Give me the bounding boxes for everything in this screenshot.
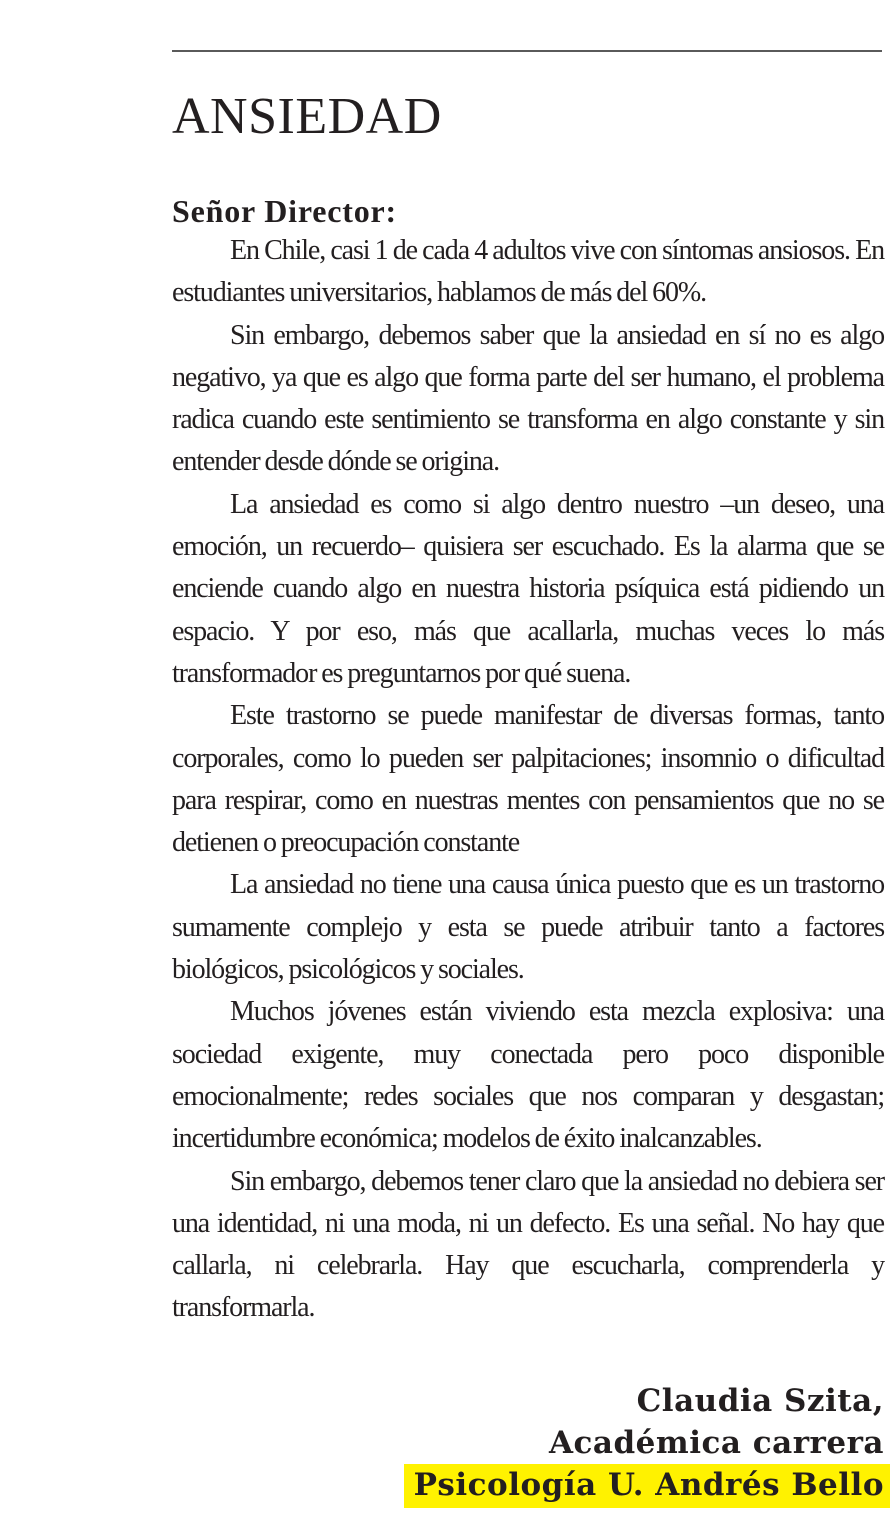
letter-paragraph: La ansiedad no tiene una causa única puesto que es un trastorno sumamente complejo y esta se puede atribuir tanto a factores biológicos, psicológicos y sociales. xyxy=(172,869,884,986)
signature-name: Claudia Szita, xyxy=(636,1383,884,1419)
letter-paragraph: En Chile, casi 1 de cada 4 adultos vive con síntomas ansiosos. En estudiantes universitarios, hablamos de más del 60%. xyxy=(172,235,884,309)
top-divider-rule xyxy=(172,50,882,52)
article-headline: ANSIEDAD xyxy=(172,88,442,145)
letter-paragraph: Sin embargo, debemos saber que la ansiedad en sí no es algo negativo, ya que es algo que forma parte del ser humano, el problema radica cuando este sentimiento se transforma en algo constante y sin entender desde dónde se origina. xyxy=(172,319,884,478)
letter-paragraph: Este trastorno se puede manifestar de diversas formas, tanto corporales, como lo pueden ser palpitaciones; insomnio o dificultad para respirar, como en nuestras mentes con pensamientos que no se detienen o preocupación constante xyxy=(172,700,884,859)
letter-signature xyxy=(404,1380,884,1508)
signature-affiliation-highlight: Psicología U. Andrés Bello xyxy=(404,1464,890,1508)
letter-paragraph: Sin embargo, debemos tener claro que la ansiedad no debiera ser una identidad, ni una moda, ni un defecto. Es una señal. No hay que callarla, ni celebrarla. Hay que escucharla, comprenderla y transformarla. xyxy=(172,1165,884,1324)
letter-salutation: Señor Director: xyxy=(172,193,397,229)
letter-body xyxy=(172,192,884,1330)
letter-paragraph: Muchos jóvenes están viviendo esta mezcla explosiva: una sociedad exigente, muy conectada pero poco disponible emocionalmente; redes sociales que nos comparan y desgastan; incertidumbre económica; modelos de éxito inalcanzables. xyxy=(172,996,884,1155)
letter-paragraph: La ansiedad es como si algo dentro nuestro –un deseo, una emoción, un recuerdo– quisiera ser escuchado. Es la alarma que se enciende cuando algo en nuestra historia psíquica está pidiendo un espacio. Y por eso, más que acallarla, muchas veces lo más transformador es preguntarnos por qué suena. xyxy=(172,488,884,689)
signature-role: Académica carrera xyxy=(548,1425,884,1461)
